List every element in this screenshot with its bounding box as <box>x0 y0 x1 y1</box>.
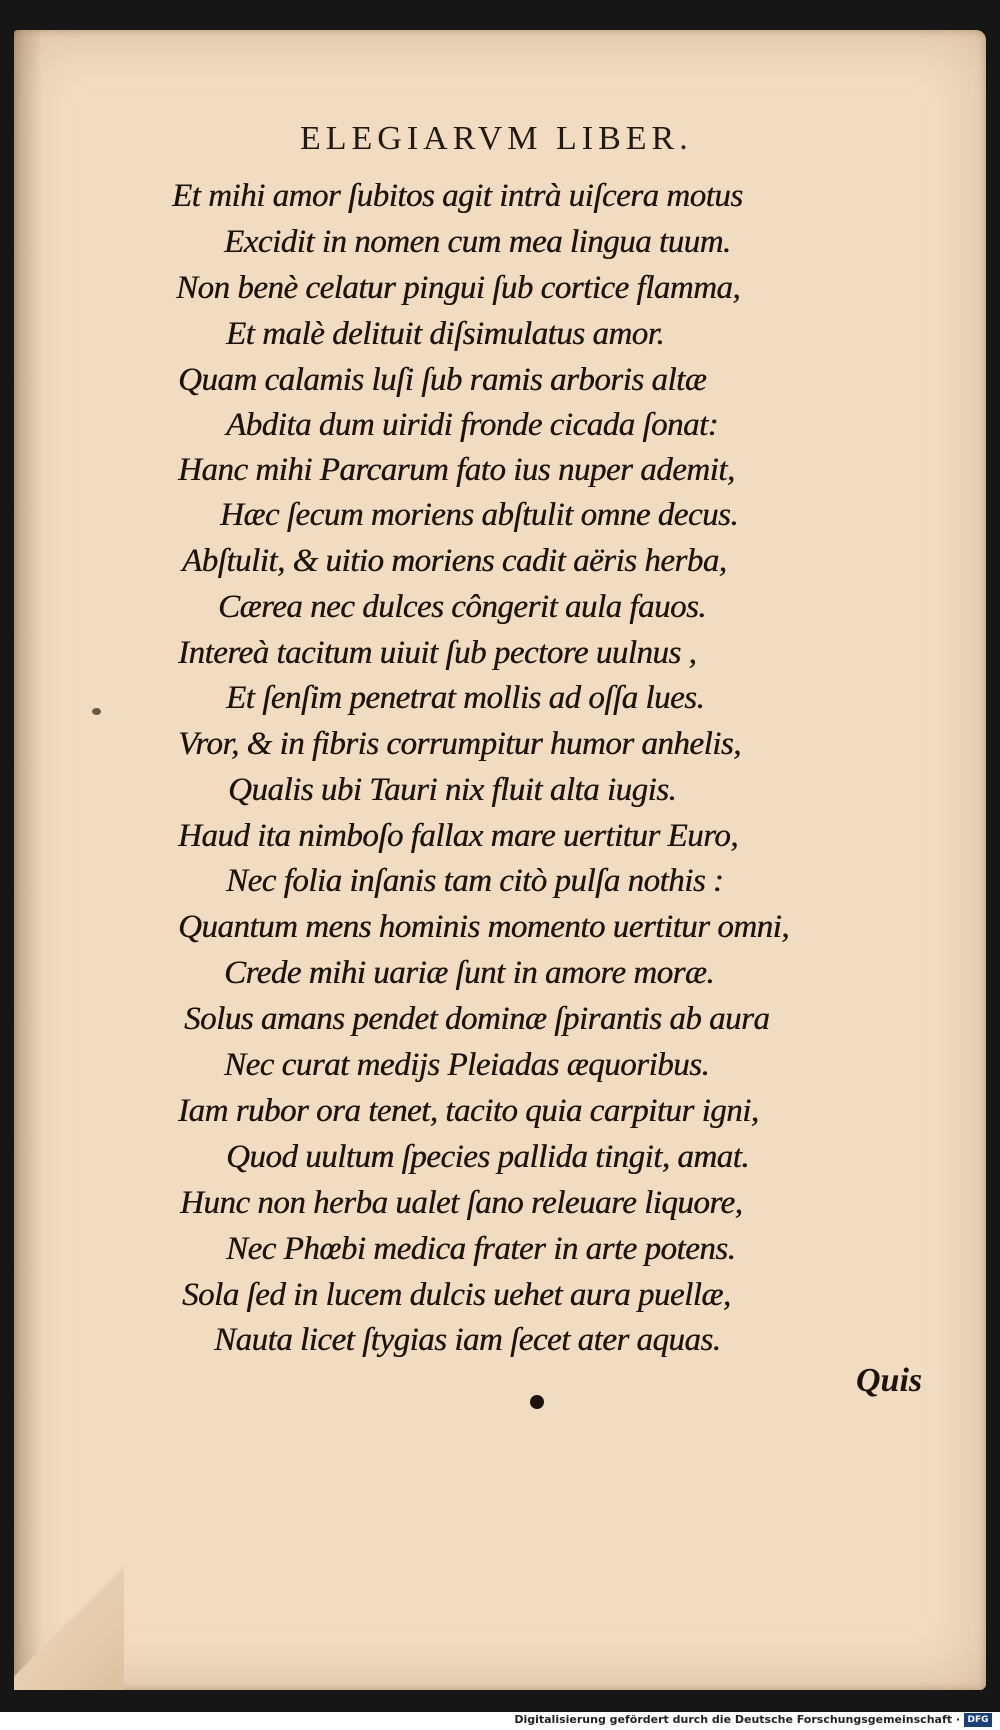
verse-line: Nec folia inſanis tam citò pulſa nothis : <box>226 863 724 899</box>
verse-line: Hæc ſecum moriens abſtulit omne decus. <box>220 497 739 533</box>
verse-line: Quod uultum ſpecies pallida tingit, amat. <box>226 1139 750 1175</box>
verse-line: Hunc non herba ualet ſano releuare liquore, <box>180 1185 743 1221</box>
verse-line: Abdita dum uiridi fronde cicada ſonat: <box>226 407 719 443</box>
verse-line: Nec curat medijs Pleiadas æquoribus. <box>224 1047 710 1083</box>
verse-line: Crede mihi uariæ ſunt in amore moræ. <box>224 955 715 991</box>
verse-line: Quam calamis luſi ſub ramis arboris altæ <box>178 362 707 398</box>
verse-line: Et mihi amor ſubitos agit intrà uiſcera motus <box>172 178 743 214</box>
verse-line: Et malè delituit diſsimulatus amor. <box>226 316 665 352</box>
catchword: Quis <box>856 1362 923 1399</box>
verse-line: Qualis ubi Tauri nix fluit alta iugis. <box>228 772 677 808</box>
verse-line: Sola ſed in lucem dulcis uehet aura puellæ, <box>182 1277 731 1313</box>
verse-line: Nauta licet ſtygias iam ſecet ater aquas. <box>214 1322 721 1358</box>
verse-line: Non benè celatur pingui ſub cortice flamma, <box>176 270 741 306</box>
verse-line: Abſtulit, & uitio moriens cadit aëris herba, <box>182 543 727 579</box>
running-title: ELEGIARVM LIBER. <box>300 120 693 157</box>
page-corner-fold <box>14 1560 124 1690</box>
verse-line: Haud ita nimboſo fallax mare uertitur Euro, <box>178 818 738 854</box>
verse-line: Quantum mens hominis momento uertitur omni, <box>178 909 789 945</box>
footer-credit: Digitalisierung gefördert durch die Deutsche Forschungsgemeinschaft · <box>514 1713 960 1726</box>
verse-line: Hanc mihi Parcarum fato ius nuper ademit, <box>178 452 735 488</box>
verse-line: Cærea nec dulces côngerit aula fauos. <box>218 589 707 625</box>
dfg-logo: DFG <box>964 1713 992 1727</box>
verse-line: Vror, & in fibris corrumpitur humor anhelis, <box>178 726 741 762</box>
verse-line: Nec Phœbi medica frater in arte potens. <box>226 1231 736 1267</box>
verse-line: Excidit in nomen cum mea lingua tuum. <box>224 224 731 260</box>
verse-line: Solus amans pendet dominæ ſpirantis ab aura <box>184 1001 770 1037</box>
signature-dot <box>530 1395 544 1409</box>
verse-line: Iam rubor ora tenet, tacito quia carpitur igni, <box>178 1093 759 1129</box>
verse-line: Et ſenſim penetrat mollis ad oſſa lues. <box>226 680 705 716</box>
verse-line: Intereà tacitum uiuit ſub pectore uulnus , <box>178 635 697 671</box>
